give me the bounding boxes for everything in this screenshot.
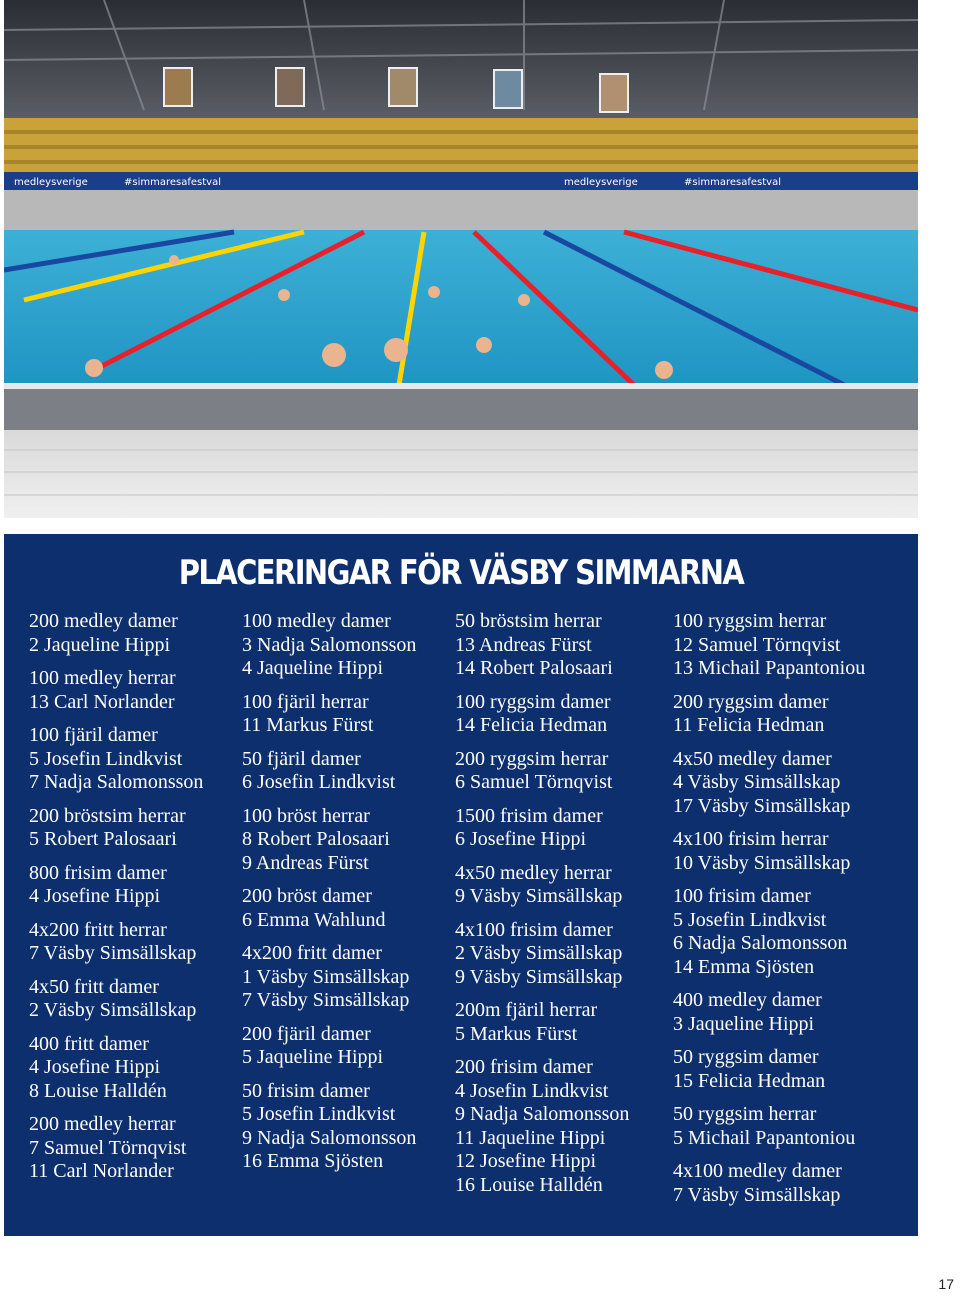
result-line: 14 Felicia Hedman (455, 714, 608, 736)
event-block (29, 724, 203, 795)
pool-edge (4, 385, 918, 430)
result-line: 9 Väsby Simsällskap (455, 965, 623, 988)
result-line: 4 Jaqueline Hippi (242, 657, 384, 679)
results-panel (4, 534, 918, 1236)
banner-text-2: medleysverige (14, 177, 88, 188)
result-line: 16 Emma Sjösten (242, 1150, 384, 1172)
result-line: 12 Josefine Hippi (455, 1150, 597, 1172)
result-line: 7 Väsby Simsällskap (673, 1183, 841, 1206)
event-name: 50 frisim damer (242, 1079, 370, 1102)
event-name: 50 ryggsim herrar (673, 1103, 817, 1125)
event-name: 100 medley damer (242, 610, 391, 632)
result-line: 4 Josefine Hippi (29, 1056, 161, 1078)
result-line: 7 Väsby Simsällskap (29, 942, 197, 964)
result-line: 7 Nadja Salomonsson (29, 771, 204, 793)
banner-text-1: #simmaresafestval (124, 177, 221, 188)
result-line: 4 Josefin Lindkvist (455, 1079, 609, 1102)
result-line: 2 Väsby Simsällskap (29, 999, 197, 1021)
event-name: 4x100 frisim herrar (673, 828, 829, 850)
event-name: 100 frisim damer (673, 885, 811, 907)
result-line: 8 Louise Halldén (29, 1079, 167, 1102)
result-line: 11 Markus Fürst (242, 714, 374, 736)
event-block (29, 805, 203, 852)
result-line: 9 Nadja Salomonsson (455, 1103, 630, 1125)
result-line: 5 Robert Palosaari (29, 828, 177, 850)
event-block (673, 1046, 865, 1093)
result-line: 4 Josefine Hippi (29, 885, 161, 907)
result-line: 9 Nadja Salomonsson (242, 1126, 417, 1149)
result-line: 11 Carl Norlander (29, 1160, 174, 1182)
event-name: 50 bröstsim herrar (455, 610, 602, 632)
event-name: 4x50 fritt damer (29, 975, 159, 998)
event-name: 4x50 medley herrar (455, 861, 612, 884)
pool-illustration (4, 0, 918, 518)
event-name: 200 bröst damer (242, 885, 372, 907)
event-name: 200m fjäril herrar (455, 999, 598, 1021)
result-line: 11 Felicia Hedman (673, 714, 825, 736)
result-line: 16 Louise Halldén (455, 1173, 603, 1196)
result-line: 6 Emma Wahlund (242, 908, 386, 931)
result-line: 15 Felicia Hedman (673, 1069, 826, 1092)
pool-water (4, 230, 918, 395)
result-line: 5 Michail Papantoniou (673, 1126, 856, 1149)
event-name: 200 medley damer (29, 610, 178, 632)
event-block (455, 919, 629, 990)
result-line: 17 Väsby Simsällskap (673, 794, 851, 817)
result-line: 6 Samuel Törnqvist (455, 771, 613, 793)
result-line: 12 Samuel Törnqvist (673, 633, 841, 656)
event-block (673, 610, 865, 681)
event-block (242, 805, 416, 876)
result-line: 5 Josefin Lindkvist (242, 1103, 396, 1125)
event-name: 100 fjäril herrar (242, 690, 369, 713)
result-line: 11 Jaqueline Hippi (455, 1126, 606, 1149)
event-name: 100 fjäril damer (29, 724, 158, 746)
result-line: 2 Väsby Simsällskap (455, 942, 623, 964)
event-name: 4x100 frisim damer (455, 918, 613, 941)
result-line: 6 Nadja Salomonsson (673, 932, 848, 954)
event-block (29, 610, 203, 657)
event-block (29, 1113, 203, 1184)
result-line: 10 Väsby Simsällskap (673, 851, 851, 874)
result-line: 1 Väsby Simsällskap (242, 965, 410, 988)
result-line: 8 Robert Palosaari (242, 828, 390, 850)
event-name: 200 medley herrar (29, 1113, 176, 1135)
event-block (673, 989, 865, 1036)
event-block (29, 1033, 203, 1104)
event-block (673, 885, 865, 979)
event-name: 400 medley damer (673, 989, 822, 1011)
result-line: 9 Väsby Simsällskap (455, 885, 623, 907)
result-line: 13 Andreas Fürst (455, 633, 592, 656)
results-column-2 (242, 610, 416, 1184)
event-name: 50 ryggsim damer (673, 1046, 819, 1068)
event-block (242, 885, 416, 932)
result-line: 7 Väsby Simsällskap (242, 989, 410, 1011)
event-name: 200 ryggsim damer (673, 690, 829, 713)
event-block (242, 691, 416, 738)
event-name: 100 medley herrar (29, 667, 176, 689)
result-line: 14 Robert Palosaari (455, 657, 613, 679)
result-line: 9 Andreas Fürst (242, 851, 369, 874)
event-name: 100 ryggsim herrar (673, 610, 827, 632)
event-name: 400 fritt damer (29, 1032, 149, 1055)
event-block (242, 748, 416, 795)
event-block (455, 805, 629, 852)
event-name: 4x200 fritt damer (242, 942, 382, 964)
event-block (242, 610, 416, 681)
event-name: 200 bröstsim herrar (29, 804, 186, 827)
event-name: 1500 frisim damer (455, 804, 603, 827)
event-block (673, 691, 865, 738)
event-name: 200 fjäril damer (242, 1022, 371, 1045)
event-name: 4x200 fritt herrar (29, 918, 167, 941)
event-block (455, 691, 629, 738)
result-line: 3 Jaqueline Hippi (673, 1012, 815, 1035)
result-line: 7 Samuel Törnqvist (29, 1136, 187, 1159)
result-line: 5 Josefin Lindkvist (673, 908, 827, 931)
event-block (673, 1160, 865, 1207)
swimming-pool-photo (4, 0, 918, 518)
tiled-deck (4, 430, 918, 518)
event-block (455, 748, 629, 795)
event-name: 100 bröst herrar (242, 804, 370, 827)
event-block (29, 919, 203, 966)
event-name: 200 frisim damer (455, 1056, 593, 1078)
event-block (455, 999, 629, 1046)
result-line: 3 Nadja Salomonsson (242, 633, 417, 656)
event-block (29, 862, 203, 909)
result-line: 5 Jaqueline Hippi (242, 1046, 384, 1068)
event-block (242, 1023, 416, 1070)
result-line: 13 Carl Norlander (29, 690, 175, 713)
result-line: 13 Michail Papantoniou (673, 657, 866, 679)
event-block (673, 1103, 865, 1150)
event-name: 100 ryggsim damer (455, 690, 611, 713)
event-name: 800 frisim damer (29, 861, 167, 884)
result-line: 4 Väsby Simsällskap (673, 771, 841, 793)
event-block (29, 976, 203, 1023)
event-name: 4x100 medley damer (673, 1160, 842, 1182)
results-column-3 (455, 610, 629, 1207)
event-name: 200 ryggsim herrar (455, 747, 609, 770)
result-line: 5 Josefin Lindkvist (29, 747, 183, 770)
result-line: 6 Josefin Lindkvist (242, 771, 396, 793)
results-column-1 (29, 610, 203, 1194)
results-column-4 (673, 610, 865, 1217)
event-block (673, 748, 865, 819)
result-line: 2 Jaqueline Hippi (29, 633, 171, 656)
event-block (242, 942, 416, 1013)
banner-text-4: #simmaresafestval (684, 177, 781, 188)
result-line: 6 Josefine Hippi (455, 828, 587, 850)
page-number: 17 (938, 1276, 954, 1292)
event-name: 4x50 medley damer (673, 747, 832, 770)
event-block (455, 610, 629, 681)
event-block (242, 1080, 416, 1174)
event-block (455, 862, 629, 909)
event-block (673, 828, 865, 875)
event-block (29, 667, 203, 714)
event-name: 50 fjäril damer (242, 747, 361, 770)
result-line: 14 Emma Sjösten (673, 955, 815, 978)
banner-text-3: medleysverige (564, 177, 638, 188)
page-title: PLACERINGAR FÖR VÄSBY SIMMARNA (178, 552, 744, 593)
event-block (455, 1056, 629, 1197)
result-line: 5 Markus Fürst (455, 1022, 578, 1045)
